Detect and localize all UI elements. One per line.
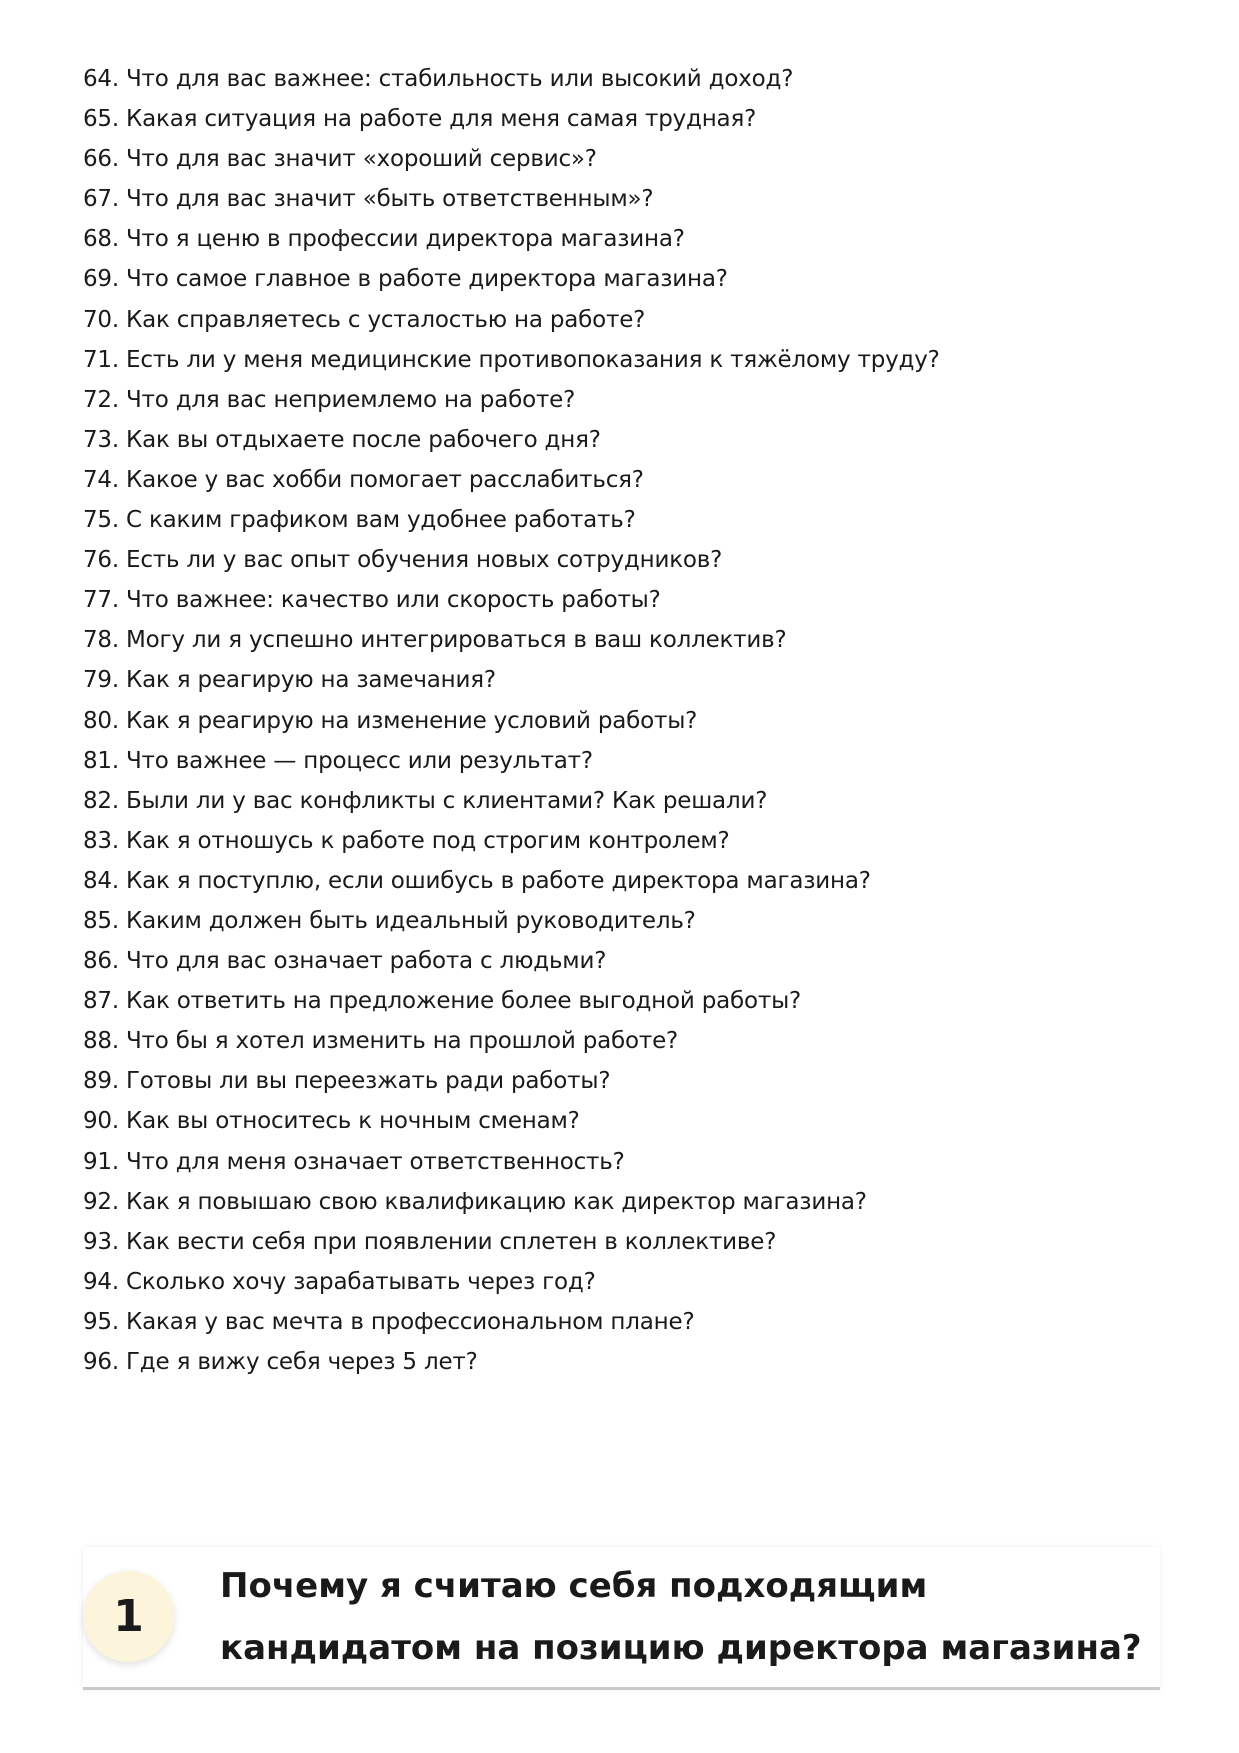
item-text: Могу ли я успешно интегрироваться в ваш коллектив? (125, 627, 787, 654)
item-text: Какая у вас мечта в профессиональном плане? (125, 1308, 695, 1335)
item-number: 64. (83, 66, 119, 92)
list-item (83, 1262, 1163, 1302)
item-number: 72. (83, 386, 119, 413)
item-text: Есть ли у вас опыт обучения новых сотрудников? (125, 547, 723, 574)
item-text: Есть ли у меня медицинские противопоказания к тяжёлому труду? (125, 346, 940, 373)
item-number: 65. (83, 106, 119, 133)
list-item (83, 540, 1163, 580)
item-number: 83. (83, 827, 119, 854)
item-number: 66. (83, 146, 119, 173)
list-item (83, 660, 1163, 700)
item-text: Что для вас означает работа с людьми? (125, 948, 607, 975)
item-text: Как я поступлю, если ошибусь в работе директора магазина? (125, 867, 871, 894)
item-number: 71. (83, 346, 119, 373)
item-number: 93. (83, 1228, 119, 1255)
item-number: 81. (83, 747, 119, 774)
section-number-badge: 1 (83, 1571, 174, 1662)
list-item (83, 259, 1163, 299)
list-item (83, 1342, 1163, 1382)
item-text: Какая ситуация на работе для меня самая трудная? (125, 106, 757, 133)
item-number: 75. (83, 507, 119, 534)
list-item (83, 901, 1163, 941)
item-text: С каким графиком вам удобнее работать? (125, 507, 636, 534)
list-item (83, 300, 1163, 340)
list-item (83, 741, 1163, 781)
item-number: 89. (83, 1068, 119, 1095)
item-number: 73. (83, 426, 119, 453)
list-item (83, 420, 1163, 460)
list-item (83, 580, 1163, 620)
item-text: Что для меня означает ответственность? (125, 1148, 625, 1175)
item-text: Как вы относитесь к ночным сменам? (125, 1108, 580, 1135)
list-item (83, 1302, 1163, 1342)
item-number: 87. (83, 988, 119, 1015)
item-text: Что важнее: качество или скорость работы? (125, 587, 661, 614)
item-text: Как ответить на предложение более выгодной работы? (125, 988, 802, 1015)
item-number: 77. (83, 587, 119, 614)
item-number: 69. (83, 266, 119, 293)
list-item (83, 941, 1163, 981)
item-number: 85. (83, 907, 119, 934)
list-item (83, 219, 1163, 259)
list-item (83, 701, 1163, 741)
list-item (83, 1101, 1163, 1141)
list-item (83, 59, 1163, 99)
item-text: Что важнее — процесс или результат? (125, 747, 593, 774)
item-number: 68. (83, 226, 119, 253)
item-number: 91. (83, 1148, 119, 1175)
item-text: Как я повышаю свою квалификацию как директор магазина? (125, 1188, 867, 1215)
item-number: 67. (83, 186, 119, 213)
list-item (83, 500, 1163, 540)
item-number: 94. (83, 1268, 119, 1295)
item-text: Что для вас неприемлемо на работе? (125, 386, 576, 413)
list-item (83, 1182, 1163, 1222)
list-item (83, 981, 1163, 1021)
list-item (83, 781, 1163, 821)
item-number: 84. (83, 867, 119, 894)
list-item (83, 179, 1163, 219)
item-number: 79. (83, 667, 119, 694)
item-text: Какое у вас хобби помогает расслабиться? (125, 466, 644, 493)
item-number: 76. (83, 547, 119, 574)
section-title: Почему я считаю себя подходящим кандидатом на позицию директора магазина? (220, 1566, 1142, 1668)
item-text: Что для вас значит «хороший сервис»? (125, 146, 597, 173)
list-item (83, 1021, 1163, 1061)
item-text: Сколько хочу зарабатывать через год? (125, 1268, 596, 1295)
item-text: Готовы ли вы переезжать ради работы? (125, 1068, 611, 1095)
item-text: Что я ценю в профессии директора магазина? (125, 226, 685, 253)
item-text: Где я вижу себя через 5 лет? (125, 1349, 478, 1375)
list-item (83, 1222, 1163, 1262)
item-text: Что для вас важнее: стабильность или высокий доход? (125, 66, 794, 92)
item-number: 95. (83, 1308, 119, 1335)
list-item (83, 139, 1163, 179)
item-number: 80. (83, 707, 119, 734)
item-number: 92. (83, 1188, 119, 1215)
item-number: 74. (83, 466, 119, 493)
list-item (83, 861, 1163, 901)
list-item (83, 340, 1163, 380)
item-text: Как вы отдыхаете после рабочего дня? (125, 426, 601, 453)
section-header (83, 1547, 1160, 1690)
item-number: 70. (83, 306, 119, 333)
list-item (83, 821, 1163, 861)
item-number: 96. (83, 1349, 119, 1375)
item-number: 88. (83, 1028, 119, 1055)
item-text: Что для вас значит «быть ответственным»? (125, 186, 654, 213)
item-text: Как вести себя при появлении сплетен в коллективе? (125, 1228, 777, 1255)
item-number: 86. (83, 948, 119, 975)
list-item (83, 620, 1163, 660)
list-item (83, 460, 1163, 500)
list-item (83, 1142, 1163, 1182)
item-text: Что самое главное в работе директора магазина? (125, 266, 728, 293)
item-number: 90. (83, 1108, 119, 1135)
list-item (83, 99, 1163, 139)
item-text: Как я отношусь к работе под строгим контролем? (125, 827, 730, 854)
item-number: 82. (83, 787, 119, 814)
item-number: 78. (83, 627, 119, 654)
list-item (83, 380, 1163, 420)
item-text: Были ли у вас конфликты с клиентами? Как решали? (125, 787, 768, 814)
list-item (83, 1061, 1163, 1101)
item-text: Каким должен быть идеальный руководитель? (125, 907, 696, 934)
question-list (83, 59, 1163, 1382)
item-text: Как я реагирую на изменение условий работы? (125, 707, 698, 734)
item-text: Как справляетесь с усталостью на работе? (125, 306, 646, 333)
item-text: Как я реагирую на замечания? (125, 667, 496, 694)
item-text: Что бы я хотел изменить на прошлой работе? (125, 1028, 679, 1055)
